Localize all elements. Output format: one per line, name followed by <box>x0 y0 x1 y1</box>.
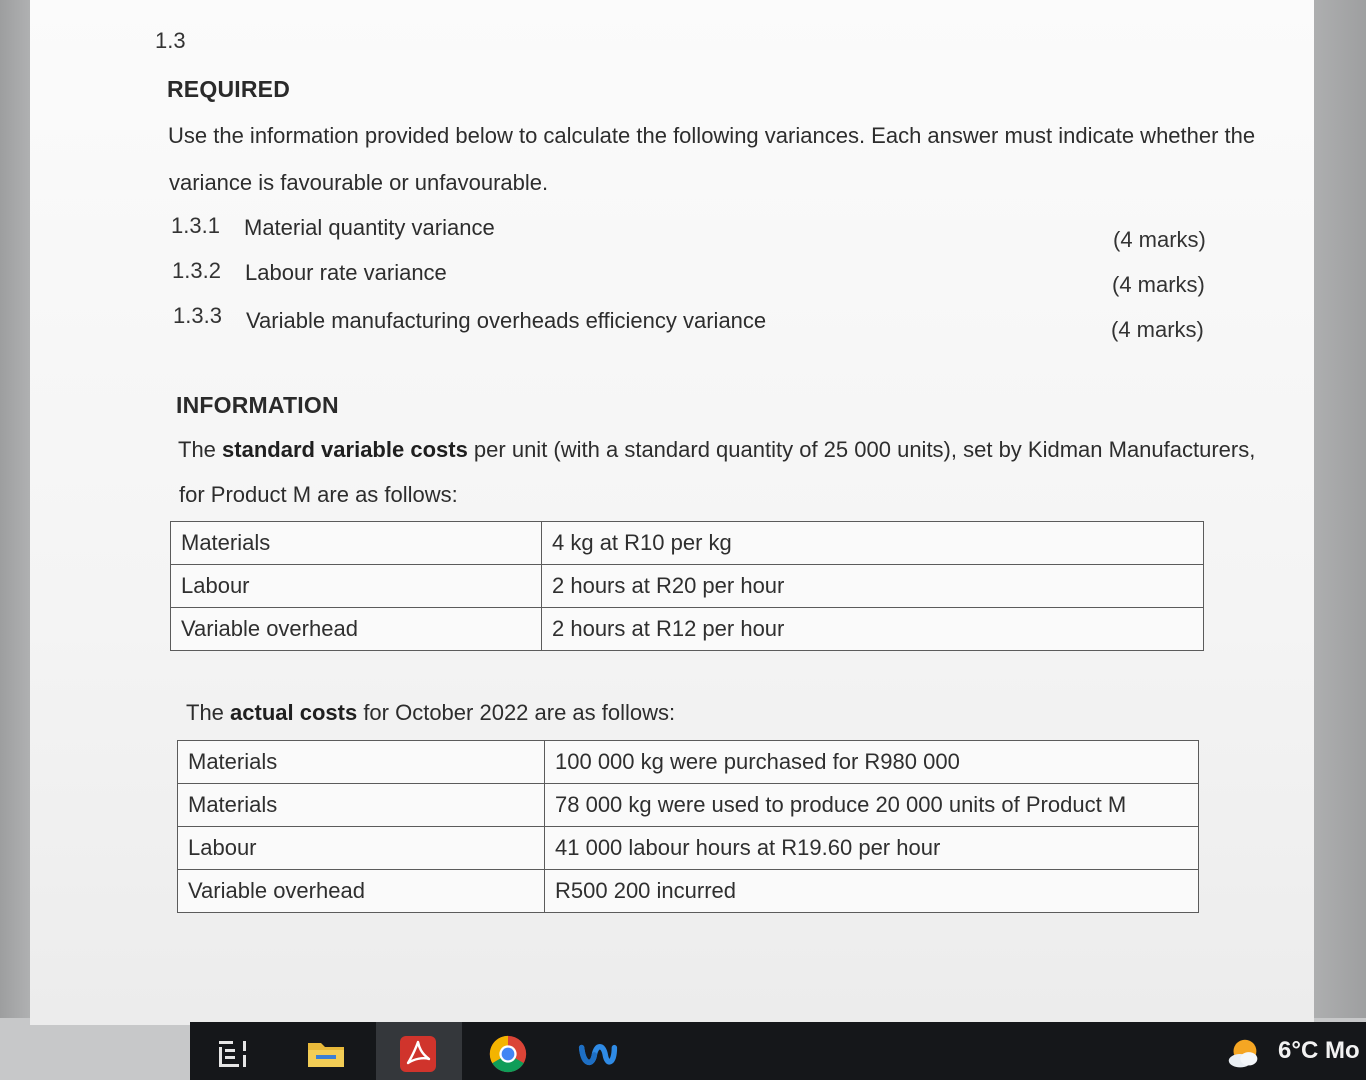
table-cell: 41 000 labour hours at R19.60 per hour <box>545 827 1199 870</box>
actual-costs-table <box>177 740 1199 913</box>
table-cell: Materials <box>171 522 542 565</box>
instruction-line-2: variance is favourable or unfavourable. <box>169 170 549 195</box>
table-cell: 4 kg at R10 per kg <box>542 522 1204 565</box>
question-text-1: Material quantity variance <box>244 215 495 240</box>
table-cell: 2 hours at R20 per hour <box>542 565 1204 608</box>
table-cell: R500 200 incurred <box>545 870 1199 913</box>
section-number: 1.3 <box>155 28 186 53</box>
table-cell: Variable overhead <box>171 608 542 651</box>
weather-icon[interactable] <box>1224 1034 1264 1074</box>
required-heading: REQUIRED <box>167 76 291 102</box>
monitor-bezel-left <box>0 0 34 1080</box>
standard-intro-line-1: The standard variable costs per unit (with a standard quantity of 25 000 units), set by Kidman Manufacturers, <box>178 437 1256 462</box>
table-row <box>178 784 1199 827</box>
chrome-icon[interactable] <box>488 1034 528 1074</box>
standard-intro-line-2: for Product M are as follows: <box>179 482 458 507</box>
weather-text[interactable]: 6°C Mo <box>1278 1037 1360 1064</box>
table-row <box>178 870 1199 913</box>
table-cell: Labour <box>178 827 545 870</box>
table-row <box>171 608 1204 651</box>
question-marks-3: (4 marks) <box>1111 317 1204 342</box>
standard-costs-table <box>170 521 1204 651</box>
question-number-2: 1.3.2 <box>172 258 221 283</box>
table-row <box>171 565 1204 608</box>
table-row <box>171 522 1204 565</box>
monitor-bezel-right <box>1312 0 1366 1030</box>
table-cell: Variable overhead <box>178 870 545 913</box>
instruction-line-1: Use the information provided below to calculate the following variances. Each answer must indicate whether the <box>168 123 1256 148</box>
file-explorer-icon[interactable] <box>306 1034 346 1074</box>
task-view-icon[interactable] <box>214 1034 254 1074</box>
document-page <box>30 0 1314 1025</box>
question-text-2: Labour rate variance <box>245 260 447 285</box>
taskbar <box>190 1022 1366 1080</box>
question-marks-2: (4 marks) <box>1112 272 1205 297</box>
table-row <box>178 741 1199 784</box>
table-cell: Materials <box>178 741 545 784</box>
question-number-3: 1.3.3 <box>173 303 222 328</box>
information-heading: INFORMATION <box>176 392 339 418</box>
actual-intro: The actual costs for October 2022 are as follows: <box>186 700 676 725</box>
table-row <box>178 827 1199 870</box>
table-cell: 78 000 kg were used to produce 20 000 units of Product M <box>545 784 1199 827</box>
table-cell: 100 000 kg were purchased for R980 000 <box>545 741 1199 784</box>
question-number-1: 1.3.1 <box>171 213 220 238</box>
table-cell: Labour <box>171 565 542 608</box>
table-cell: Materials <box>178 784 545 827</box>
webex-icon[interactable] <box>578 1034 618 1074</box>
table-cell: 2 hours at R12 per hour <box>542 608 1204 651</box>
acrobat-icon[interactable] <box>398 1034 438 1074</box>
question-text-3: Variable manufacturing overheads efficiency variance <box>246 308 767 333</box>
question-marks-1: (4 marks) <box>1113 227 1206 252</box>
